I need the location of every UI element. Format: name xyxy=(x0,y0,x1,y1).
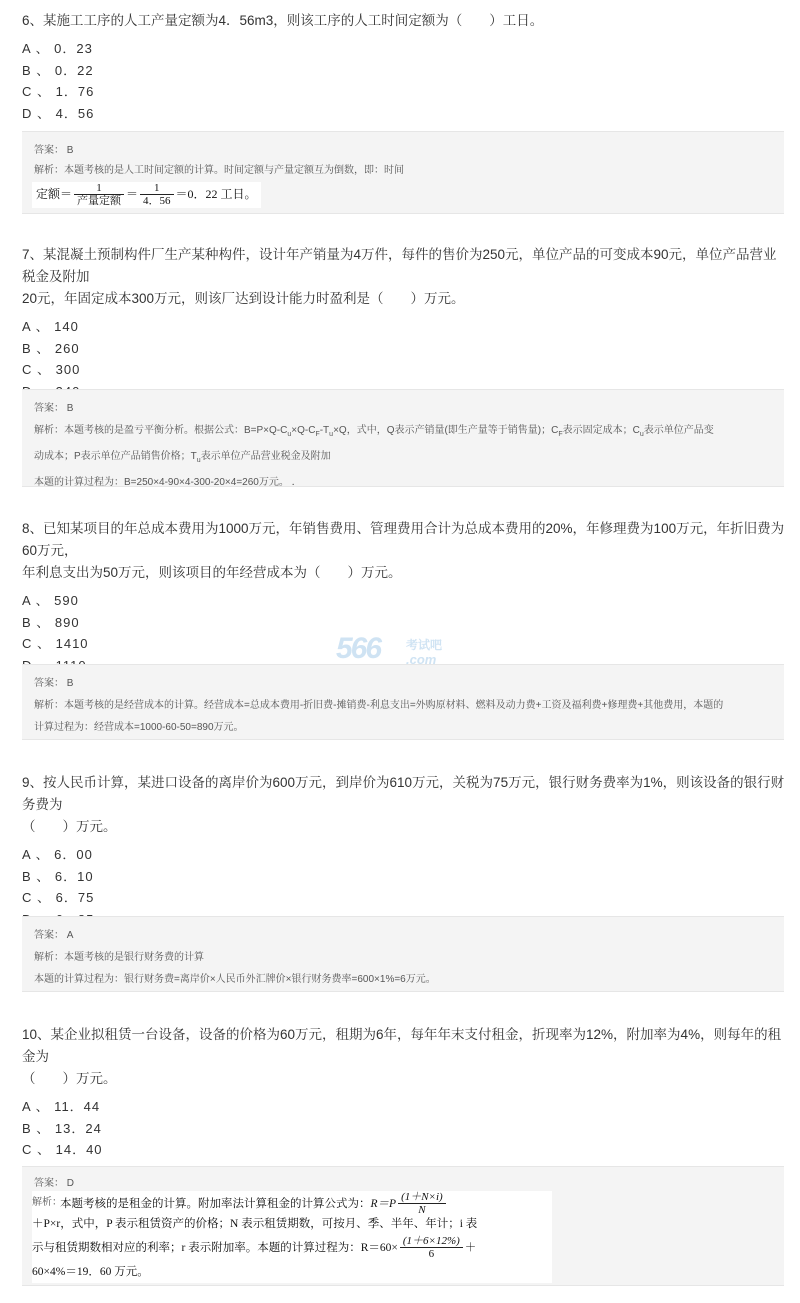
question-8-title-line1: 8、已知某项目的年总成本费用为1000万元，年销售费用、管理费用合计为总成本费用的20%，年修理费为100万元，年折旧费为60万元， xyxy=(22,521,785,558)
analysis-math-block xyxy=(32,1191,552,1283)
fraction-numerator: (1＋N×i) xyxy=(398,1191,446,1204)
analysis-seg: 表示固定成本；C xyxy=(562,425,640,436)
question-8-title-line2: 年利息支出为50万元，则该项目的年经营成本为（ ）万元。 xyxy=(22,565,402,580)
option-a: A 、 140 xyxy=(22,319,79,334)
option-c: C 、 1．76 xyxy=(22,84,95,99)
analysis-line-2: 计算过程为：经营成本=1000-60-50=890万元。 xyxy=(34,722,244,733)
analysis-seg: ×Q，式中，Q表示产销量(即生产量等于销售量)；C xyxy=(333,425,559,436)
sub-f: F xyxy=(315,431,320,438)
formula-time-quota xyxy=(32,182,261,208)
question-6-title: 6、某施工工序的人工产量定额为4．56m3，则该工序的人工时间定额为（ ）工日。 xyxy=(22,13,544,28)
watermark-cn: 考试吧 xyxy=(406,638,443,652)
analysis-line-1 xyxy=(60,1191,448,1217)
option-c: C 、 1410 xyxy=(22,636,89,651)
watermark-logo xyxy=(336,632,466,672)
question-7-title-line1: 7、某混凝土预制构件厂生产某种构件，设计年产销量为4万件，每件的售价为250元，单位产品的可变成本90元，单位产品营业税金及附加 xyxy=(22,247,777,284)
watermark-digits: 566 xyxy=(336,632,381,665)
sub-u: u xyxy=(329,431,334,438)
answer-label: 答案： A xyxy=(34,930,74,941)
formula-r: R＝P xyxy=(370,1198,397,1210)
fraction-numerator: (1＋6×12%) xyxy=(400,1235,463,1248)
analysis-seg: 解析：本题考核的是盈亏平衡分析。根据公式：B=P×Q-C xyxy=(34,425,288,436)
fraction-denominator: 产量定额 xyxy=(77,195,122,207)
sub-u: u xyxy=(639,431,644,438)
formula-lead: 定额＝ xyxy=(36,186,73,201)
analysis-line-1: 解析：本题考核的是经营成本的计算。经营成本=总成本费用-折旧费-摊销费-利息支出=外购原材料、燃料及动力费+工资及福利费+修理费+其他费用，本题的 xyxy=(34,700,724,711)
sub-u: u xyxy=(196,457,201,464)
analysis-seg: 表示单位产品变 xyxy=(643,425,714,436)
answer-box-7 xyxy=(22,389,784,487)
question-9-title-line2: （ ）万元。 xyxy=(22,819,117,834)
answer-box-9 xyxy=(22,916,784,992)
sub-f: F xyxy=(558,431,563,438)
option-b: B 、 13．24 xyxy=(22,1120,102,1136)
option-b: B 、 0．22 xyxy=(22,62,94,78)
answer-box-8 xyxy=(22,664,784,740)
analysis-seg: 动成本；P表示单位产品销售价格；T xyxy=(34,451,197,462)
answer-box-10 xyxy=(22,1166,784,1286)
option-c: C 、 6．75 xyxy=(22,890,95,905)
answer-label: 答案： D xyxy=(34,1178,74,1189)
option-b: B 、 890 xyxy=(22,614,80,630)
analysis-seg: ＋ xyxy=(464,1242,477,1254)
question-9-title-line1: 9、按人民币计算，某进口设备的离岸价为600万元，到岸价为610万元，关税为75万元，银行财务费率为1%，则该设备的银行财务费为 xyxy=(22,775,785,812)
sub-u: u xyxy=(287,431,292,438)
analysis-seg: ×Q-C xyxy=(291,425,316,436)
answer-label: 答案： B xyxy=(34,145,74,156)
question-10 xyxy=(22,1024,788,1182)
analysis-line-4: 60×4%＝19．60 万元。 xyxy=(32,1266,149,1278)
option-c: C 、 14．40 xyxy=(22,1142,103,1157)
analysis-seg: 本题考核的是租金的计算。附加率法计算租金的计算公式为： xyxy=(60,1198,371,1210)
watermark-com: .com xyxy=(406,652,437,667)
fraction-denominator: N xyxy=(418,1204,426,1216)
formula-eq: ＝ xyxy=(126,186,139,201)
question-7 xyxy=(22,244,788,402)
analysis-seg: 示与租赁期数相对应的利率；r 表示附加率。本题的计算过程为：R＝60× xyxy=(32,1242,398,1254)
option-c: C 、 300 xyxy=(22,362,81,377)
question-6-options xyxy=(22,38,788,124)
option-b: B 、 260 xyxy=(22,340,80,356)
analysis-line-1: 解析：本题考核的是银行财务费的计算 xyxy=(34,952,204,963)
option-a: A 、 11．44 xyxy=(22,1099,101,1114)
option-a: A 、 590 xyxy=(22,593,79,608)
analysis-line-1 xyxy=(34,420,772,446)
fraction xyxy=(400,1235,463,1261)
calculation-line: 本题的计算过程为：银行财务费=离岸价×人民币外汇牌价×银行财务费率=600×1%=6万元。 xyxy=(34,974,436,985)
analysis-seg: 表示单位产品营业税金及附加 xyxy=(200,451,331,462)
calculation-line: 本题的计算过程为：B=250×4-90×4-300-20×4=260万元。 ． xyxy=(34,477,302,488)
fraction-denominator: 6 xyxy=(428,1248,435,1260)
analysis-line-2: ＋P×r，式中，P 表示租赁资产的价格；N 表示租赁期数，可按月、季、半年、年计；i 表 xyxy=(32,1218,478,1230)
question-6 xyxy=(22,10,788,124)
analysis-seg: -T xyxy=(319,425,330,436)
question-9 xyxy=(22,772,788,930)
answer-box-6 xyxy=(22,131,784,214)
fraction xyxy=(74,182,124,208)
analysis-lead: 解析： xyxy=(32,1197,62,1208)
option-d: D 、 4．56 xyxy=(22,105,95,121)
answer-label: 答案： B xyxy=(34,678,74,689)
fraction xyxy=(140,182,174,208)
analysis-text: 解析：本题考核的是人工时间定额的计算。时间定额与产量定额互为倒数，即：时间 xyxy=(34,165,404,176)
fraction-numerator: 1 xyxy=(74,182,124,195)
fraction-denominator: 4．56 xyxy=(143,195,171,207)
question-7-title-line2: 20元，年固定成本300万元，则该厂达到设计能力时盈利是（ ）万元。 xyxy=(22,291,465,306)
question-10-title-line1: 10、某企业拟租赁一台设备，设备的价格为60万元，租期为6年，每年年末支付租金，折现率为12%，附加率为4%，则每年的租金为 xyxy=(22,1027,782,1064)
question-10-title-line2: （ ）万元。 xyxy=(22,1071,117,1086)
analysis-line-3 xyxy=(32,1235,476,1261)
analysis-line-2 xyxy=(34,446,772,472)
answer-label: 答案： B xyxy=(34,403,74,414)
option-a: A 、 6．00 xyxy=(22,847,93,862)
fraction-numerator: 1 xyxy=(140,182,174,195)
option-a: A 、 0．23 xyxy=(22,41,93,56)
option-b: B 、 6．10 xyxy=(22,868,94,884)
fraction xyxy=(398,1191,446,1217)
formula-tail: ＝0．22 工日。 xyxy=(175,186,257,201)
